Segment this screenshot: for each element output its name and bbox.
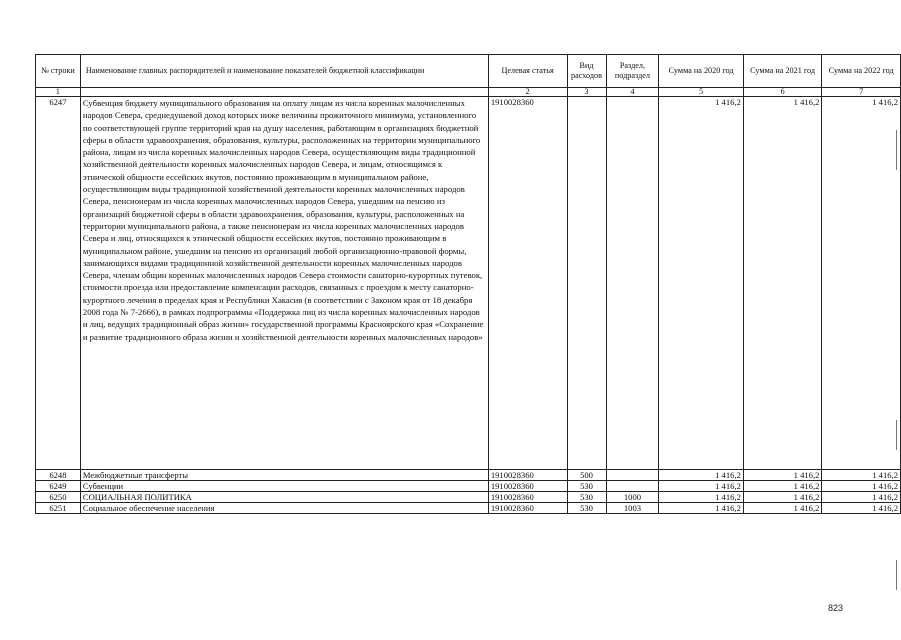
column-number: 6 — [743, 88, 822, 97]
row-type: 530 — [567, 481, 606, 492]
table-row — [36, 492, 901, 503]
row-sum-2020: 1 416,2 — [659, 470, 743, 481]
row-sum-2020: 1 416,2 — [659, 503, 743, 514]
row-section: 1000 — [606, 492, 659, 503]
header-section: Раздел, подраздел — [606, 55, 659, 88]
row-description: Субвенция бюджету муниципального образования на оплату лицам из числа коренных малочисленных народов Севера, среднедушевой доход которых ниже величины прожиточного минимума, установленного по соответствующей группе территорий края на душу населения, работающим в организациях бюджетной сферы в области здравоохранения, образования, культуры, расположенных на территории муниципального района, лицам из числа коренных малочисленных народов Севера, осуществляющим виды традиционной хозяйственной деятельности коренных малочисленных народов Севера, и лицам, относящимся к этнической общности ессейских якутов, постоянно проживающим в муниципальном районе, осуществляющим виды традиционной хозяйственной деятельности коренных малочисленных народов Севера, пенсионерам из числа коренных малочисленных народов Севера, ушедшим на пенсию из организаций бюджетной сферы в области здравоохранения, образования, культуры, расположенных на территории муниципального района, а также пенсионерам из числа коренных малочисленных народов Севера и лиц, относящихся к этнической общности ессейских якутов, постоянно проживающим в муниципальном районе, ушедшим на пенсию из организаций любой организационно-правовой формы, занимающихся видами традиционной хозяйственной деятельности коренных малочисленных народов Севера, членам общин коренных малочисленных народов Севера стоимости санаторно-курортных путевок, стоимости проезда или предоставление компенсации расходов, связанных с проездом к месту санаторно-курортного лечения в пределах края и Республики Хакасия (в соответствии с Законом края от 18 декабря 2008 года № 7-2666), в рамках подпрограммы «Поддержка лиц из числа коренных малочисленных народов и лиц, ведущих традиционный образ жизни» государственной программы Красноярского края «Сохранение и развитие традиционного образа жизни и хозяйственной деятельности коренных малочисленных народов» — [80, 97, 488, 470]
header-row — [36, 55, 901, 88]
row-sum-2021: 1 416,2 — [743, 481, 822, 492]
row-name: Субвенции — [80, 481, 488, 492]
row-name: Межбюджетные трансферты — [80, 470, 488, 481]
header-target: Целевая статья — [488, 55, 567, 88]
column-number: 3 — [567, 88, 606, 97]
row-section — [606, 481, 659, 492]
header-sum-2021: Сумма на 2021 год — [743, 55, 822, 88]
row-target: 1910028360 — [488, 503, 567, 514]
row-number: 6249 — [36, 481, 81, 492]
row-sum-2020: 1 416,2 — [659, 97, 743, 470]
row-sum-2021: 1 416,2 — [743, 503, 822, 514]
row-sum-2022: 1 416,2 — [822, 503, 901, 514]
page-number: 823 — [827, 603, 843, 613]
row-target: 1910028360 — [488, 492, 567, 503]
header-name: Наименование главных распорядителей и наименование показателей бюджетной классификации — [80, 55, 488, 88]
column-number — [80, 88, 488, 97]
scan-edge-mark — [896, 420, 897, 450]
row-number: 6248 — [36, 470, 81, 481]
row-section — [606, 470, 659, 481]
row-type — [567, 97, 606, 470]
header-sum-2022: Сумма на 2022 год — [822, 55, 901, 88]
row-target: 1910028360 — [488, 481, 567, 492]
column-numbers-row — [36, 88, 901, 97]
budget-table — [35, 54, 901, 514]
header-type: Вид расходов — [567, 55, 606, 88]
row-name: Социальное обеспечение населения — [80, 503, 488, 514]
header-row-number: № строки — [36, 55, 81, 88]
row-number: 6247 — [36, 97, 81, 470]
row-type: 500 — [567, 470, 606, 481]
row-sum-2021: 1 416,2 — [743, 492, 822, 503]
column-number: 1 — [36, 88, 81, 97]
row-number: 6250 — [36, 492, 81, 503]
table-row — [36, 97, 901, 470]
row-sum-2022: 1 416,2 — [822, 492, 901, 503]
row-sum-2020: 1 416,2 — [659, 492, 743, 503]
row-type: 530 — [567, 492, 606, 503]
scan-edge-mark — [896, 560, 897, 590]
table-row — [36, 481, 901, 492]
column-number: 5 — [659, 88, 743, 97]
row-target: 1910028360 — [488, 470, 567, 481]
scan-edge-mark — [896, 130, 897, 170]
table-row — [36, 470, 901, 481]
row-type: 530 — [567, 503, 606, 514]
column-number: 2 — [488, 88, 567, 97]
column-number: 7 — [822, 88, 901, 97]
row-section — [606, 97, 659, 470]
row-sum-2022: 1 416,2 — [822, 470, 901, 481]
row-number: 6251 — [36, 503, 81, 514]
row-section: 1003 — [606, 503, 659, 514]
row-sum-2020: 1 416,2 — [659, 481, 743, 492]
header-sum-2020: Сумма на 2020 год — [659, 55, 743, 88]
column-number: 4 — [606, 88, 659, 97]
row-target: 1910028360 — [488, 97, 567, 470]
row-sum-2022: 1 416,2 — [822, 97, 901, 470]
row-sum-2021: 1 416,2 — [743, 97, 822, 470]
row-name: СОЦИАЛЬНАЯ ПОЛИТИКА — [80, 492, 488, 503]
row-sum-2022: 1 416,2 — [822, 481, 901, 492]
row-sum-2021: 1 416,2 — [743, 470, 822, 481]
table-row — [36, 503, 901, 514]
